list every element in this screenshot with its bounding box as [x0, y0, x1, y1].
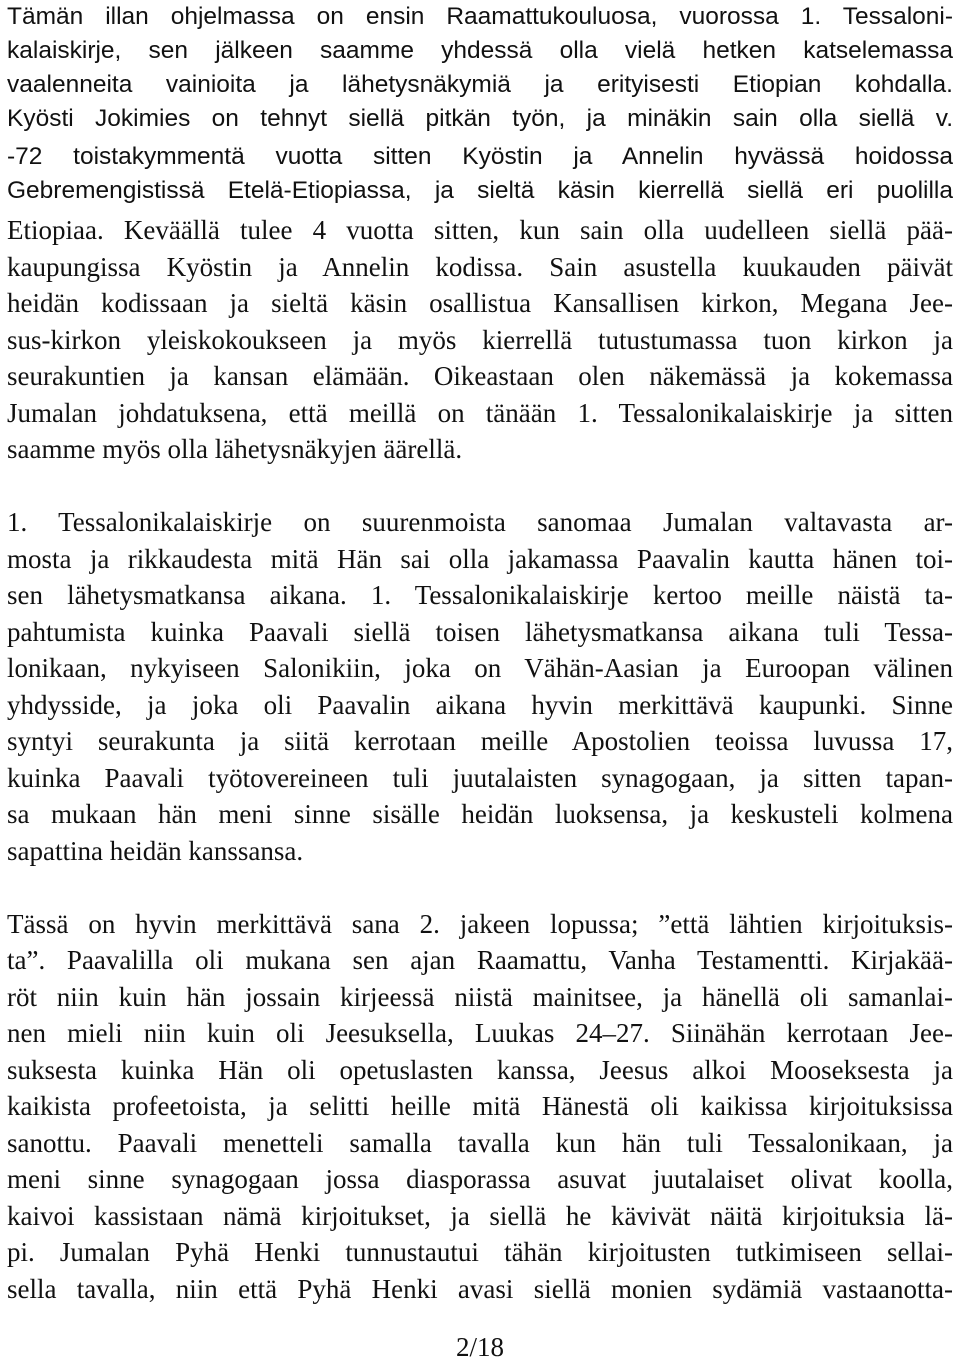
text-line: mosta ja rikkaudesta mitä Hän sai olla jakamassa Paavalin kautta hänen toi-: [7, 544, 953, 574]
text-line: sa mukaan hän meni sinne sisälle heidän luoksensa, ja keskusteli kolmena: [7, 799, 953, 829]
text-line: seurakuntien ja kansan elämään. Oikeastaan olen näkemässä ja kokemassa: [7, 361, 953, 391]
text-line: Kyösti Jokimies on tehnyt siellä pitkän työn, ja minäkin sain olla siellä v.: [7, 105, 953, 132]
text-line: kaivoi kassistaan nämä kirjoitukset, ja siellä he kävivät näitä kirjoituksia lä-: [7, 1201, 953, 1231]
text-line: sen lähetysmatkansa aikana. 1. Tessalonikalaiskirje kertoo meille näistä ta-: [7, 580, 953, 610]
page-number: 2/18: [455, 1332, 504, 1362]
text-line: heidän kodissaan ja sieltä käsin osallistua Kansallisen kirkon, Megana Jee-: [7, 288, 953, 318]
text-line: pi. Jumalan Pyhä Henki tunnustautui tähän kirjoitusten tutkimiseen sellai-: [7, 1237, 953, 1267]
text-line: meni sinne synagogaan jossa diasporassa asuvat juutalaiset olivat koolla,: [7, 1164, 953, 1194]
text-line: ta”. Paavalilla oli mukana sen ajan Raamattu, Vanha Testamentti. Kirjakää-: [7, 945, 953, 975]
text-line: vaalenneita vainioita ja lähetysnäkymiä ja erityisesti Etiopian kohdalla.: [7, 71, 953, 98]
text-line: sapattina heidän kanssansa.: [7, 836, 304, 866]
text-line: kaupungissa Kyöstin ja Annelin kodissa. Sain asustella kuukauden päivät: [7, 252, 953, 282]
text-line: Tämän illan ohjelmassa on ensin Raamattukouluosa, vuorossa 1. Tessaloni-: [7, 3, 953, 30]
text-line: pahtumista kuinka Paavali siellä toisen lähetysmatkansa aikana tuli Tessa-: [7, 617, 953, 647]
text-line: kaikista profeetoista, ja selitti heille mitä Hänestä oli kaikissa kirjoituksissa: [7, 1091, 953, 1121]
text-line: Gebremengistissä Etelä-Etiopiassa, ja sieltä käsin kierrellä siellä eri puolilla: [7, 177, 953, 204]
text-line: suksesta kuinka Hän oli opetuslasten kanssa, Jeesus alkoi Mooseksesta ja: [7, 1055, 953, 1085]
text-line: syntyi seurakunta ja siitä kerrotaan meille Apostolien teoissa luvussa 17,: [7, 726, 953, 756]
text-line: sella tavalla, niin että Pyhä Henki avasi siellä monien sydämiä vastaanotta-: [7, 1274, 953, 1304]
text-line: sanottu. Paavali menetteli samalla tavalla kun hän tuli Tessalonikaan, ja: [7, 1128, 953, 1158]
text-line: Jumalan johdatuksena, että meillä on tänään 1. Tessalonikalaiskirje ja sitten: [7, 398, 953, 428]
text-line: -72 toistakymmentä vuotta sitten Kyöstin ja Annelin hyvässä hoidossa: [7, 143, 953, 170]
text-line: sus-kirkon yleiskokoukseen ja myös kierrellä tutustumassa tuon kirkon ja: [7, 325, 953, 355]
text-line: lonikaan, nykyiseen Salonikiin, joka on Vähän-Aasian ja Euroopan välinen: [7, 653, 953, 683]
text-line: 1. Tessalonikalaiskirje on suurenmoista sanomaa Jumalan valtavasta ar-: [7, 507, 953, 537]
text-line: Tässä on hyvin merkittävä sana 2. jakeen lopussa; ”että lähtien kirjoituksis-: [7, 909, 953, 939]
text-line: saamme myös olla lähetysnäkyjen äärellä.: [7, 434, 463, 464]
text-line: Etiopiaa. Keväällä tulee 4 vuotta sitten, kun sain olla uudelleen siellä pää-: [7, 215, 953, 245]
text-line: kalaiskirje, sen jälkeen saamme yhdessä olla vielä hetken katselemassa: [7, 37, 953, 64]
text-line: kuinka Paavali työtovereineen tuli juutalaisten synagogaan, ja sitten tapan-: [7, 763, 953, 793]
text-line: röt niin kuin hän jossain kirjeessä niistä mainitsee, ja hänellä oli samanlai-: [7, 982, 953, 1012]
text-line: nen mieli niin kuin oli Jeesuksella, Luukas 24–27. Siinähän kerrotaan Jee-: [7, 1018, 953, 1048]
text-line: yhdysside, ja joka oli Paavalin aikana hyvin merkittävä kaupunki. Sinne: [7, 690, 953, 720]
